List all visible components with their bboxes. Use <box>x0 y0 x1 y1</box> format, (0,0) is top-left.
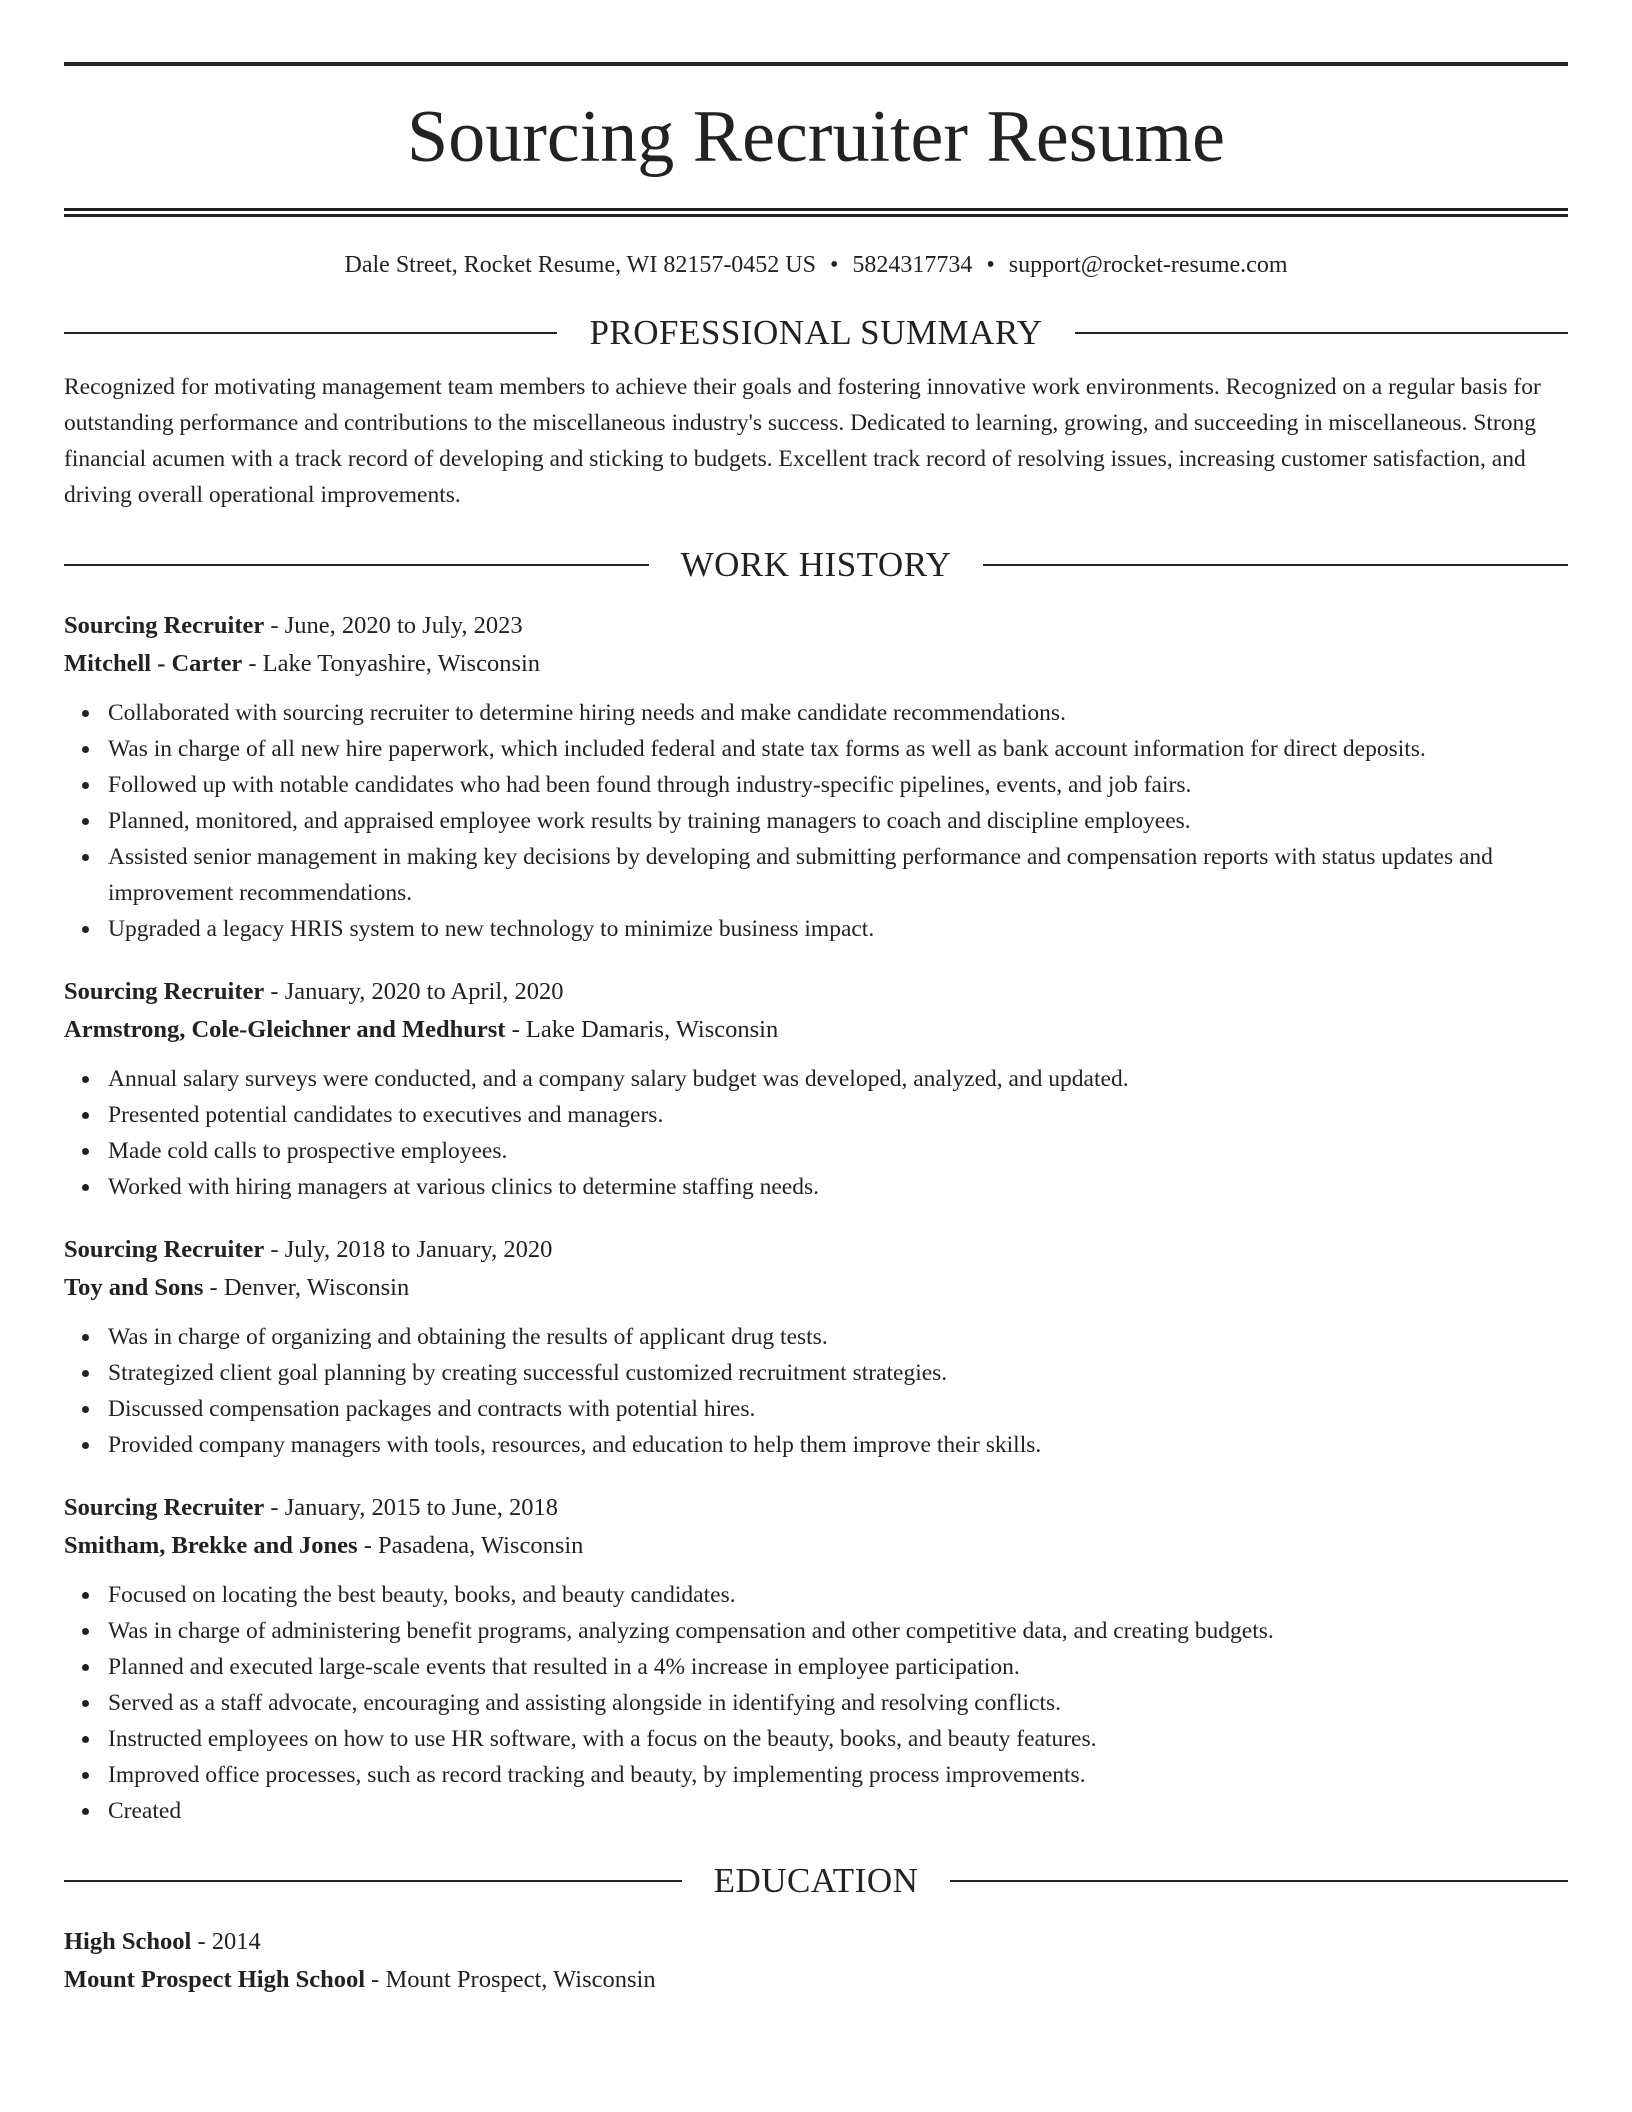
education-section-header <box>64 1859 1568 1903</box>
section-rule <box>64 564 649 566</box>
job-bullet: Assisted senior management in making key decisions by developing and submitting performance and compensation reports with status updates and improvement recommendations. <box>108 839 1568 911</box>
job-bullet-list <box>64 695 1568 947</box>
job-bullet-list <box>64 1577 1568 1829</box>
summary-section-header <box>64 311 1568 355</box>
job-title: Sourcing Recruiter <box>64 1236 265 1263</box>
job-bullet: Worked with hiring managers at various clinics to determine staffing needs. <box>108 1169 1568 1205</box>
summary-heading: PROFESSIONAL SUMMARY <box>589 313 1043 352</box>
job-bullet: Planned and executed large-scale events that resulted in a 4% increase in employee participation. <box>108 1649 1568 1685</box>
job-location: Denver, Wisconsin <box>223 1274 410 1301</box>
job-location: Pasadena, Wisconsin <box>378 1532 584 1559</box>
job-title: Sourcing Recruiter <box>64 612 265 639</box>
job-bullet: Was in charge of organizing and obtaining the results of applicant drug tests. <box>108 1319 1568 1355</box>
job-company-line: Toy and Sons - Denver, Wisconsin <box>64 1274 410 1301</box>
job-bullet: Made cold calls to prospective employees. <box>108 1133 1568 1169</box>
work-history-list <box>64 607 1568 1829</box>
job-bullet: Instructed employees on how to use HR software, with a focus on the beauty, books, and beauty features. <box>108 1721 1568 1757</box>
contact-separator: • <box>829 252 839 278</box>
education-school-line: Mount Prospect High School - Mount Prospect, Wisconsin <box>64 1966 656 1993</box>
job-bullet: Discussed compensation packages and contracts with potential hires. <box>108 1391 1568 1427</box>
job-bullet: Annual salary surveys were conducted, and a company salary budget was developed, analyzed, and updated. <box>108 1061 1568 1097</box>
job-company: Mitchell - Carter <box>64 650 243 677</box>
job-bullet: Provided company managers with tools, resources, and education to help them improve their skills. <box>108 1427 1568 1463</box>
job-location: Lake Tonyashire, Wisconsin <box>262 650 541 677</box>
job-entry <box>64 607 1568 947</box>
education-entry <box>64 1923 1568 1999</box>
top-rule <box>64 62 1568 66</box>
job-bullet: Served as a staff advocate, encouraging and assisting alongside in identifying and resolving conflicts. <box>108 1685 1568 1721</box>
contact-line <box>64 249 1568 281</box>
job-bullet: Was in charge of administering benefit programs, analyzing compensation and other competitive data, and creating budgets. <box>108 1613 1568 1649</box>
job-bullet: Improved office processes, such as record tracking and beauty, by implementing process improvements. <box>108 1757 1568 1793</box>
job-dates: July, 2018 to January, 2020 <box>284 1236 553 1263</box>
job-bullet: Planned, monitored, and appraised employee work results by training managers to coach and discipline employees. <box>108 803 1568 839</box>
job-company: Smitham, Brekke and Jones <box>64 1532 358 1559</box>
job-entry <box>64 1231 1568 1463</box>
work-section-header <box>64 543 1568 587</box>
section-rule <box>64 332 557 334</box>
contact-address: Dale Street, Rocket Resume, WI 82157-0452 US <box>344 252 816 278</box>
job-dates: June, 2020 to July, 2023 <box>284 612 523 639</box>
section-rule <box>1075 332 1568 334</box>
job-bullet: Collaborated with sourcing recruiter to determine hiring needs and make candidate recommendations. <box>108 695 1568 731</box>
education-degree: High School <box>64 1928 192 1955</box>
job-entry <box>64 1489 1568 1829</box>
job-bullet-list <box>64 1061 1568 1205</box>
section-rule <box>983 564 1568 566</box>
job-dates: January, 2015 to June, 2018 <box>284 1494 559 1521</box>
summary-text: Recognized for motivating management team members to achieve their goals and fostering innovative work environments. Recognized on a regular basis for outstanding performance and contributions to the miscellaneous industry's success. Dedicated to learning, growing, and succeeding in miscellaneous. Strong financial acumen with a track record of developing and sticking to budgets. Excellent track record of resolving issues, increasing customer satisfaction, and driving overall operational improvements. <box>64 374 1541 508</box>
job-company-line: Armstrong, Cole-Gleichner and Medhurst - Lake Damaris, Wisconsin <box>64 1016 779 1043</box>
job-company-line: Mitchell - Carter - Lake Tonyashire, Wisconsin <box>64 650 541 677</box>
job-bullet: Followed up with notable candidates who had been found through industry-specific pipelines, events, and job fairs. <box>108 767 1568 803</box>
job-bullet: Strategized client goal planning by creating successful customized recruitment strategies. <box>108 1355 1568 1391</box>
job-location: Lake Damaris, Wisconsin <box>525 1016 779 1043</box>
education-degree-line: High School - 2014 <box>64 1928 261 1955</box>
job-title-line: Sourcing Recruiter - June, 2020 to July, 2023 <box>64 612 523 639</box>
section-rule <box>64 1880 682 1882</box>
job-company-line: Smitham, Brekke and Jones - Pasadena, Wisconsin <box>64 1532 584 1559</box>
education-school: Mount Prospect High School <box>64 1966 366 1993</box>
job-title: Sourcing Recruiter <box>64 1494 265 1521</box>
job-bullet: Was in charge of all new hire paperwork, which included federal and state tax forms as well as bank account information for direct deposits. <box>108 731 1568 767</box>
job-dates: January, 2020 to April, 2020 <box>284 978 564 1005</box>
section-rule <box>950 1880 1568 1882</box>
job-bullet: Upgraded a legacy HRIS system to new technology to minimize business impact. <box>108 911 1568 947</box>
job-company: Armstrong, Cole-Gleichner and Medhurst <box>64 1016 506 1043</box>
job-bullet: Focused on locating the best beauty, books, and beauty candidates. <box>108 1577 1568 1613</box>
resume-title: Sourcing Recruiter Resume <box>407 96 1225 178</box>
work-heading: WORK HISTORY <box>680 545 952 584</box>
job-company: Toy and Sons <box>64 1274 204 1301</box>
title-double-rule <box>64 208 1568 217</box>
job-bullet: Created <box>108 1793 1568 1829</box>
job-bullet-list <box>64 1319 1568 1463</box>
job-bullet: Presented potential candidates to executives and managers. <box>108 1097 1568 1133</box>
job-title: Sourcing Recruiter <box>64 978 265 1005</box>
job-title-line: Sourcing Recruiter - January, 2020 to April, 2020 <box>64 978 564 1005</box>
job-title-line: Sourcing Recruiter - July, 2018 to January, 2020 <box>64 1236 553 1263</box>
job-title-line: Sourcing Recruiter - January, 2015 to June, 2018 <box>64 1494 559 1521</box>
contact-email: support@rocket-resume.com <box>1008 252 1288 278</box>
contact-phone: 5824317734 <box>852 252 973 278</box>
job-entry <box>64 973 1568 1205</box>
education-heading: EDUCATION <box>713 1861 919 1900</box>
education-year: 2014 <box>211 1928 261 1955</box>
education-location: Mount Prospect, Wisconsin <box>385 1966 656 1993</box>
contact-separator: • <box>986 252 995 278</box>
